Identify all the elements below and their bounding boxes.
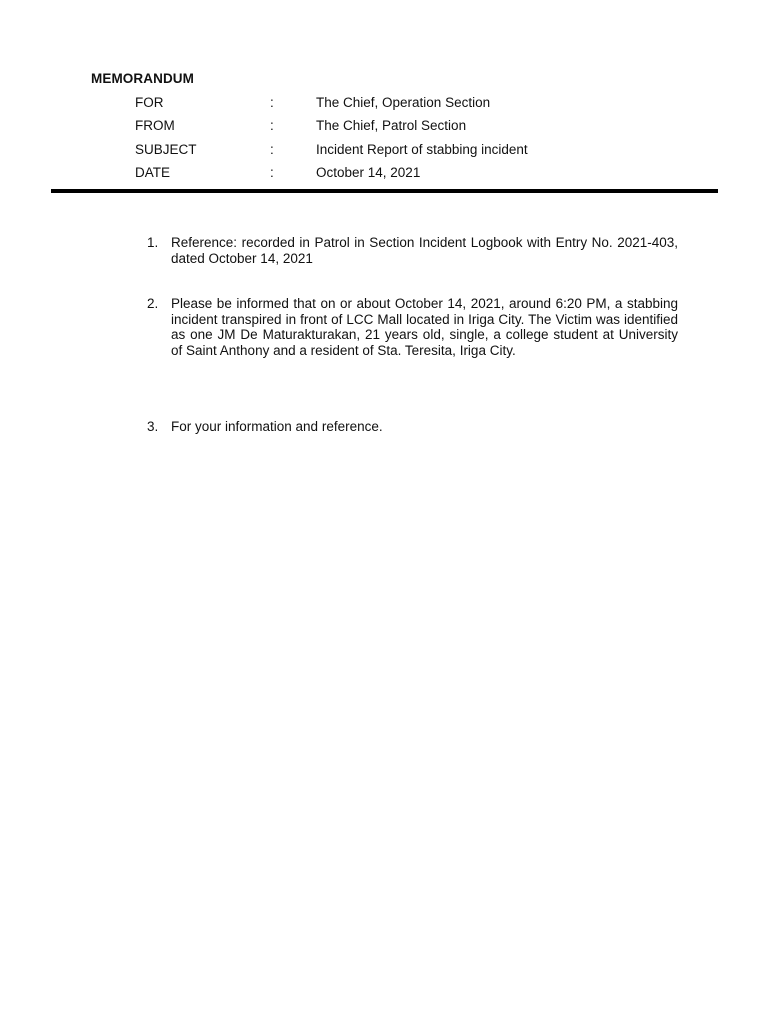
header-row-date (0, 165, 768, 183)
memo-title: MEMORANDUM (91, 71, 194, 86)
header-row-subject (0, 142, 768, 160)
header-row-for (0, 95, 768, 113)
header-label-for: FOR (135, 95, 164, 110)
header-label-subject: SUBJECT (135, 142, 197, 157)
header-colon: : (270, 95, 274, 110)
header-divider (51, 189, 718, 193)
header-value-date: October 14, 2021 (316, 165, 421, 180)
paragraph-number: 2. (147, 296, 159, 311)
paragraph-number: 3. (147, 419, 159, 434)
header-colon: : (270, 142, 274, 157)
header-value-from: The Chief, Patrol Section (316, 118, 467, 133)
paragraph-text: Reference: recorded in Patrol in Section Incident Logbook with Entry No. 2021-403, dated October 14, 2021 (171, 235, 678, 266)
header-label-date: DATE (135, 165, 171, 180)
header-label-from: FROM (135, 118, 175, 133)
paragraph-text: For your information and reference. (171, 419, 383, 434)
header-colon: : (270, 118, 274, 133)
header-value-subject: Incident Report of stabbing incident (316, 142, 528, 157)
header-row-from (0, 118, 768, 136)
paragraph-text: Please be informed that on or about October 14, 2021, around 6:20 PM, a stabbing incident transpired in front of LCC Mall located in Iriga City. The Victim was identified as one JM De Maturakturakan, 21 years old, single, a college student at University of Saint Anthony and a resident of Sta. Teresita, Iriga City. (171, 296, 678, 358)
paragraph-number: 1. (147, 235, 159, 250)
header-value-for: The Chief, Operation Section (316, 95, 491, 110)
header-colon: : (270, 165, 274, 180)
